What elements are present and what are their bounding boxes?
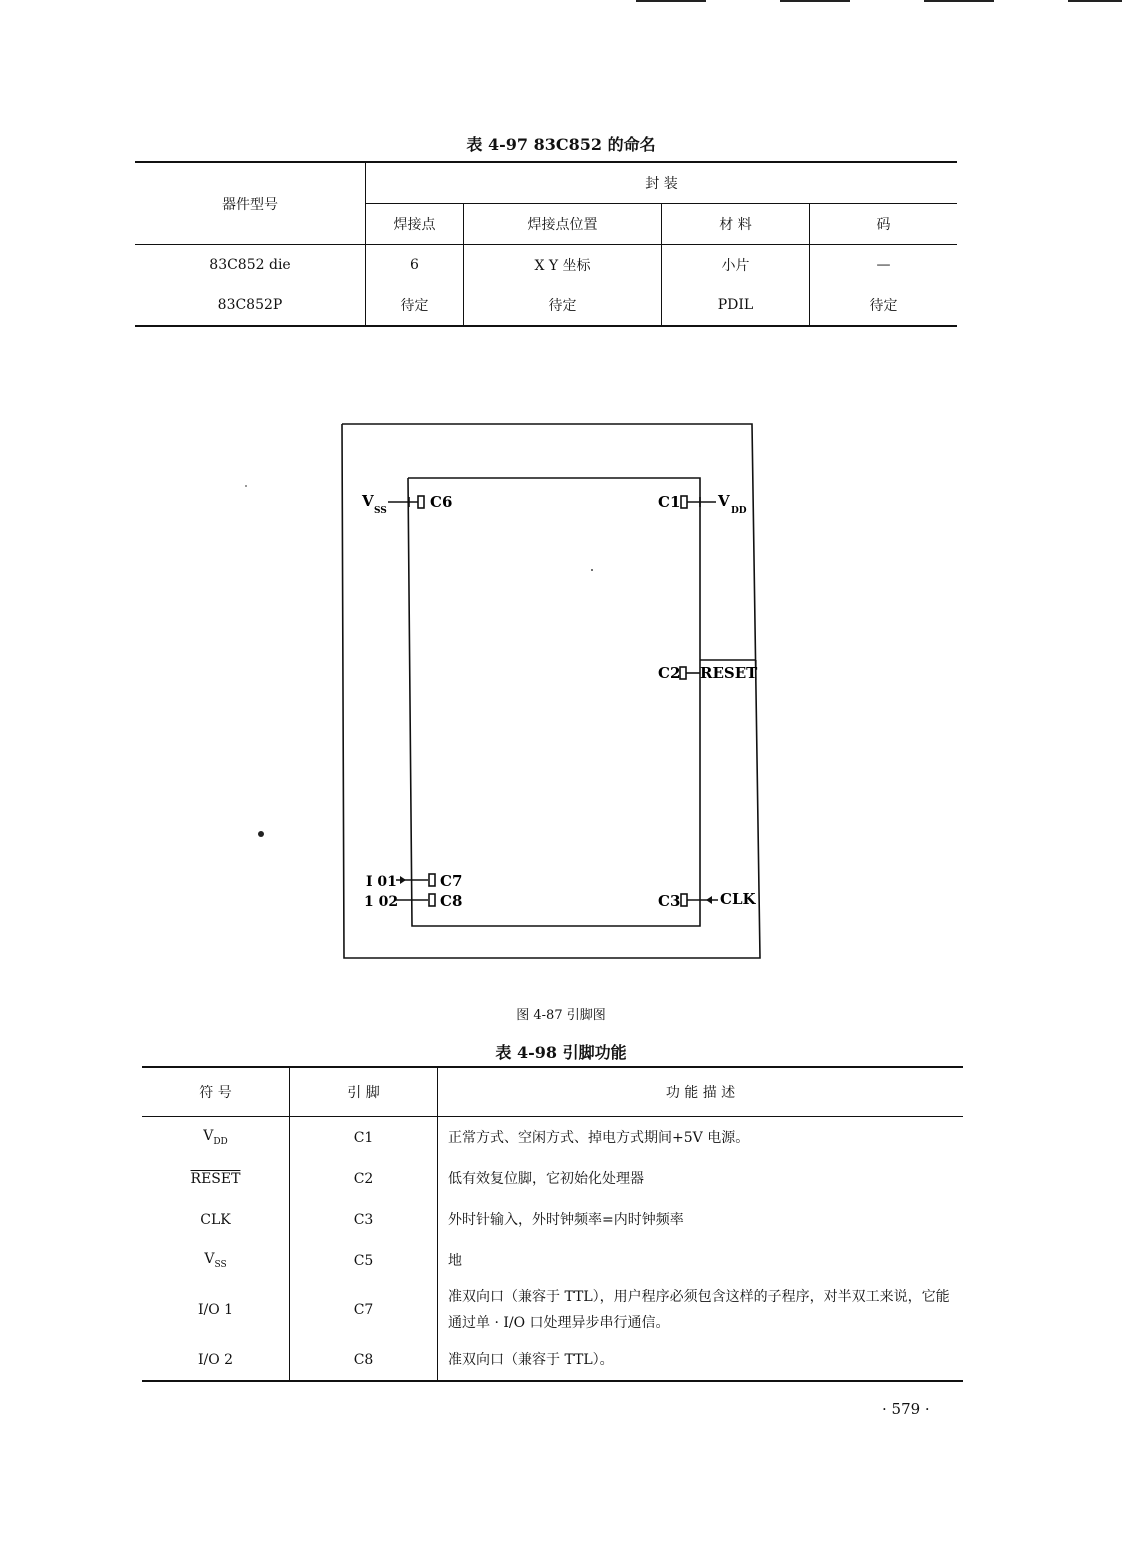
pin-c6 bbox=[361, 492, 452, 516]
symbol-text: RESET bbox=[190, 1170, 241, 1187]
label-reset: RESET bbox=[700, 664, 758, 682]
symbol-cell bbox=[142, 1158, 290, 1199]
label-io1: I 01 bbox=[366, 874, 397, 890]
cell: — bbox=[876, 257, 891, 273]
label-vdd: V bbox=[718, 492, 730, 510]
cell: 小片 bbox=[662, 245, 810, 286]
header-col: 码 bbox=[810, 204, 958, 245]
pin-c2 bbox=[658, 660, 758, 682]
page-number: · 579 · bbox=[882, 1400, 930, 1418]
table-row bbox=[142, 1339, 963, 1381]
label-c3: C3 bbox=[658, 892, 681, 910]
label-vss: V bbox=[362, 492, 374, 510]
cell: 83C852P bbox=[135, 285, 366, 326]
label-c7: C7 bbox=[440, 872, 463, 890]
label-vdd-sub: DD bbox=[731, 506, 747, 516]
pin-cell: C8 bbox=[290, 1339, 438, 1381]
table-row bbox=[142, 1117, 963, 1159]
pin-c8 bbox=[364, 892, 462, 910]
label-clk: CLK bbox=[720, 890, 756, 908]
cell: PDIL bbox=[662, 285, 810, 326]
symbol-cell bbox=[142, 1240, 290, 1281]
symbol-cell bbox=[142, 1117, 290, 1159]
desc-cell: 准双向口（兼容于 TTL）。 bbox=[448, 1351, 614, 1368]
table-97-caption: 表 4-97 83C852 的命名 bbox=[466, 135, 656, 154]
table-row bbox=[142, 1199, 963, 1240]
header-col: 焊接点位置 bbox=[464, 204, 662, 245]
pin-cell: C7 bbox=[290, 1281, 438, 1339]
symbol-cell: I/O 2 bbox=[142, 1339, 290, 1381]
label-c1: C1 bbox=[658, 493, 681, 511]
table-98 bbox=[142, 1066, 963, 1382]
desc-cell: 正常方式、空闲方式、掉电方式期间+5V 电源。 bbox=[448, 1129, 750, 1146]
cell: X Y 坐标 bbox=[464, 245, 662, 286]
cell: 待定 bbox=[869, 298, 898, 314]
desc-cell: 准双向口（兼容于 TTL），用户程序必须包含这样的子程序，对半双工来说，它能通过单 · I/O 口处理异步串行通信。 bbox=[448, 1289, 950, 1331]
pin-c7 bbox=[366, 872, 462, 890]
symbol-cell: CLK bbox=[142, 1199, 290, 1240]
header-col: 焊接点 bbox=[366, 204, 464, 245]
header-symbol: 符 号 bbox=[142, 1067, 290, 1117]
label-io2: 1 02 bbox=[364, 894, 399, 910]
header-device: 器件型号 bbox=[135, 162, 366, 245]
header-col: 材 料 bbox=[662, 204, 810, 245]
header-pin: 引 脚 bbox=[290, 1067, 438, 1117]
outer-frame bbox=[342, 424, 760, 958]
pin-cell: C3 bbox=[290, 1199, 438, 1240]
symbol-cell: I/O 1 bbox=[142, 1281, 290, 1339]
symbol-text: V bbox=[203, 1128, 214, 1145]
label-c2: C2 bbox=[658, 664, 681, 682]
chip-body bbox=[408, 478, 700, 926]
table-row bbox=[142, 1240, 963, 1281]
figure-caption: 图 4-87 引脚图 bbox=[516, 1008, 606, 1023]
pin-cell: C2 bbox=[290, 1158, 438, 1199]
table-row bbox=[142, 1158, 963, 1199]
cell: 待定 bbox=[366, 285, 464, 326]
cell: 83C852 die bbox=[135, 245, 366, 286]
symbol-text: V bbox=[204, 1251, 215, 1268]
cell: 待定 bbox=[464, 285, 662, 326]
pin-cell: C1 bbox=[290, 1117, 438, 1159]
desc-cell: 地 bbox=[448, 1252, 462, 1269]
pin-cell: C5 bbox=[290, 1240, 438, 1281]
label-c6: C6 bbox=[430, 493, 453, 511]
symbol-sub: DD bbox=[213, 1136, 228, 1147]
symbol-sub: SS bbox=[214, 1259, 227, 1270]
header-function: 功 能 描 述 bbox=[438, 1067, 964, 1117]
desc-cell: 低有效复位脚，它初始化处理器 bbox=[448, 1170, 644, 1187]
header-package: 封 装 bbox=[366, 162, 958, 204]
table-98-caption: 表 4-98 引脚功能 bbox=[495, 1043, 627, 1062]
pin-c3 bbox=[658, 890, 756, 910]
pin-c1 bbox=[658, 492, 747, 516]
label-vss-sub: SS bbox=[374, 506, 387, 516]
table-row bbox=[142, 1281, 963, 1339]
label-c8: C8 bbox=[440, 892, 463, 910]
desc-cell: 外时针输入，外时钟频率=内时钟频率 bbox=[448, 1211, 684, 1228]
cell: 6 bbox=[366, 245, 464, 286]
